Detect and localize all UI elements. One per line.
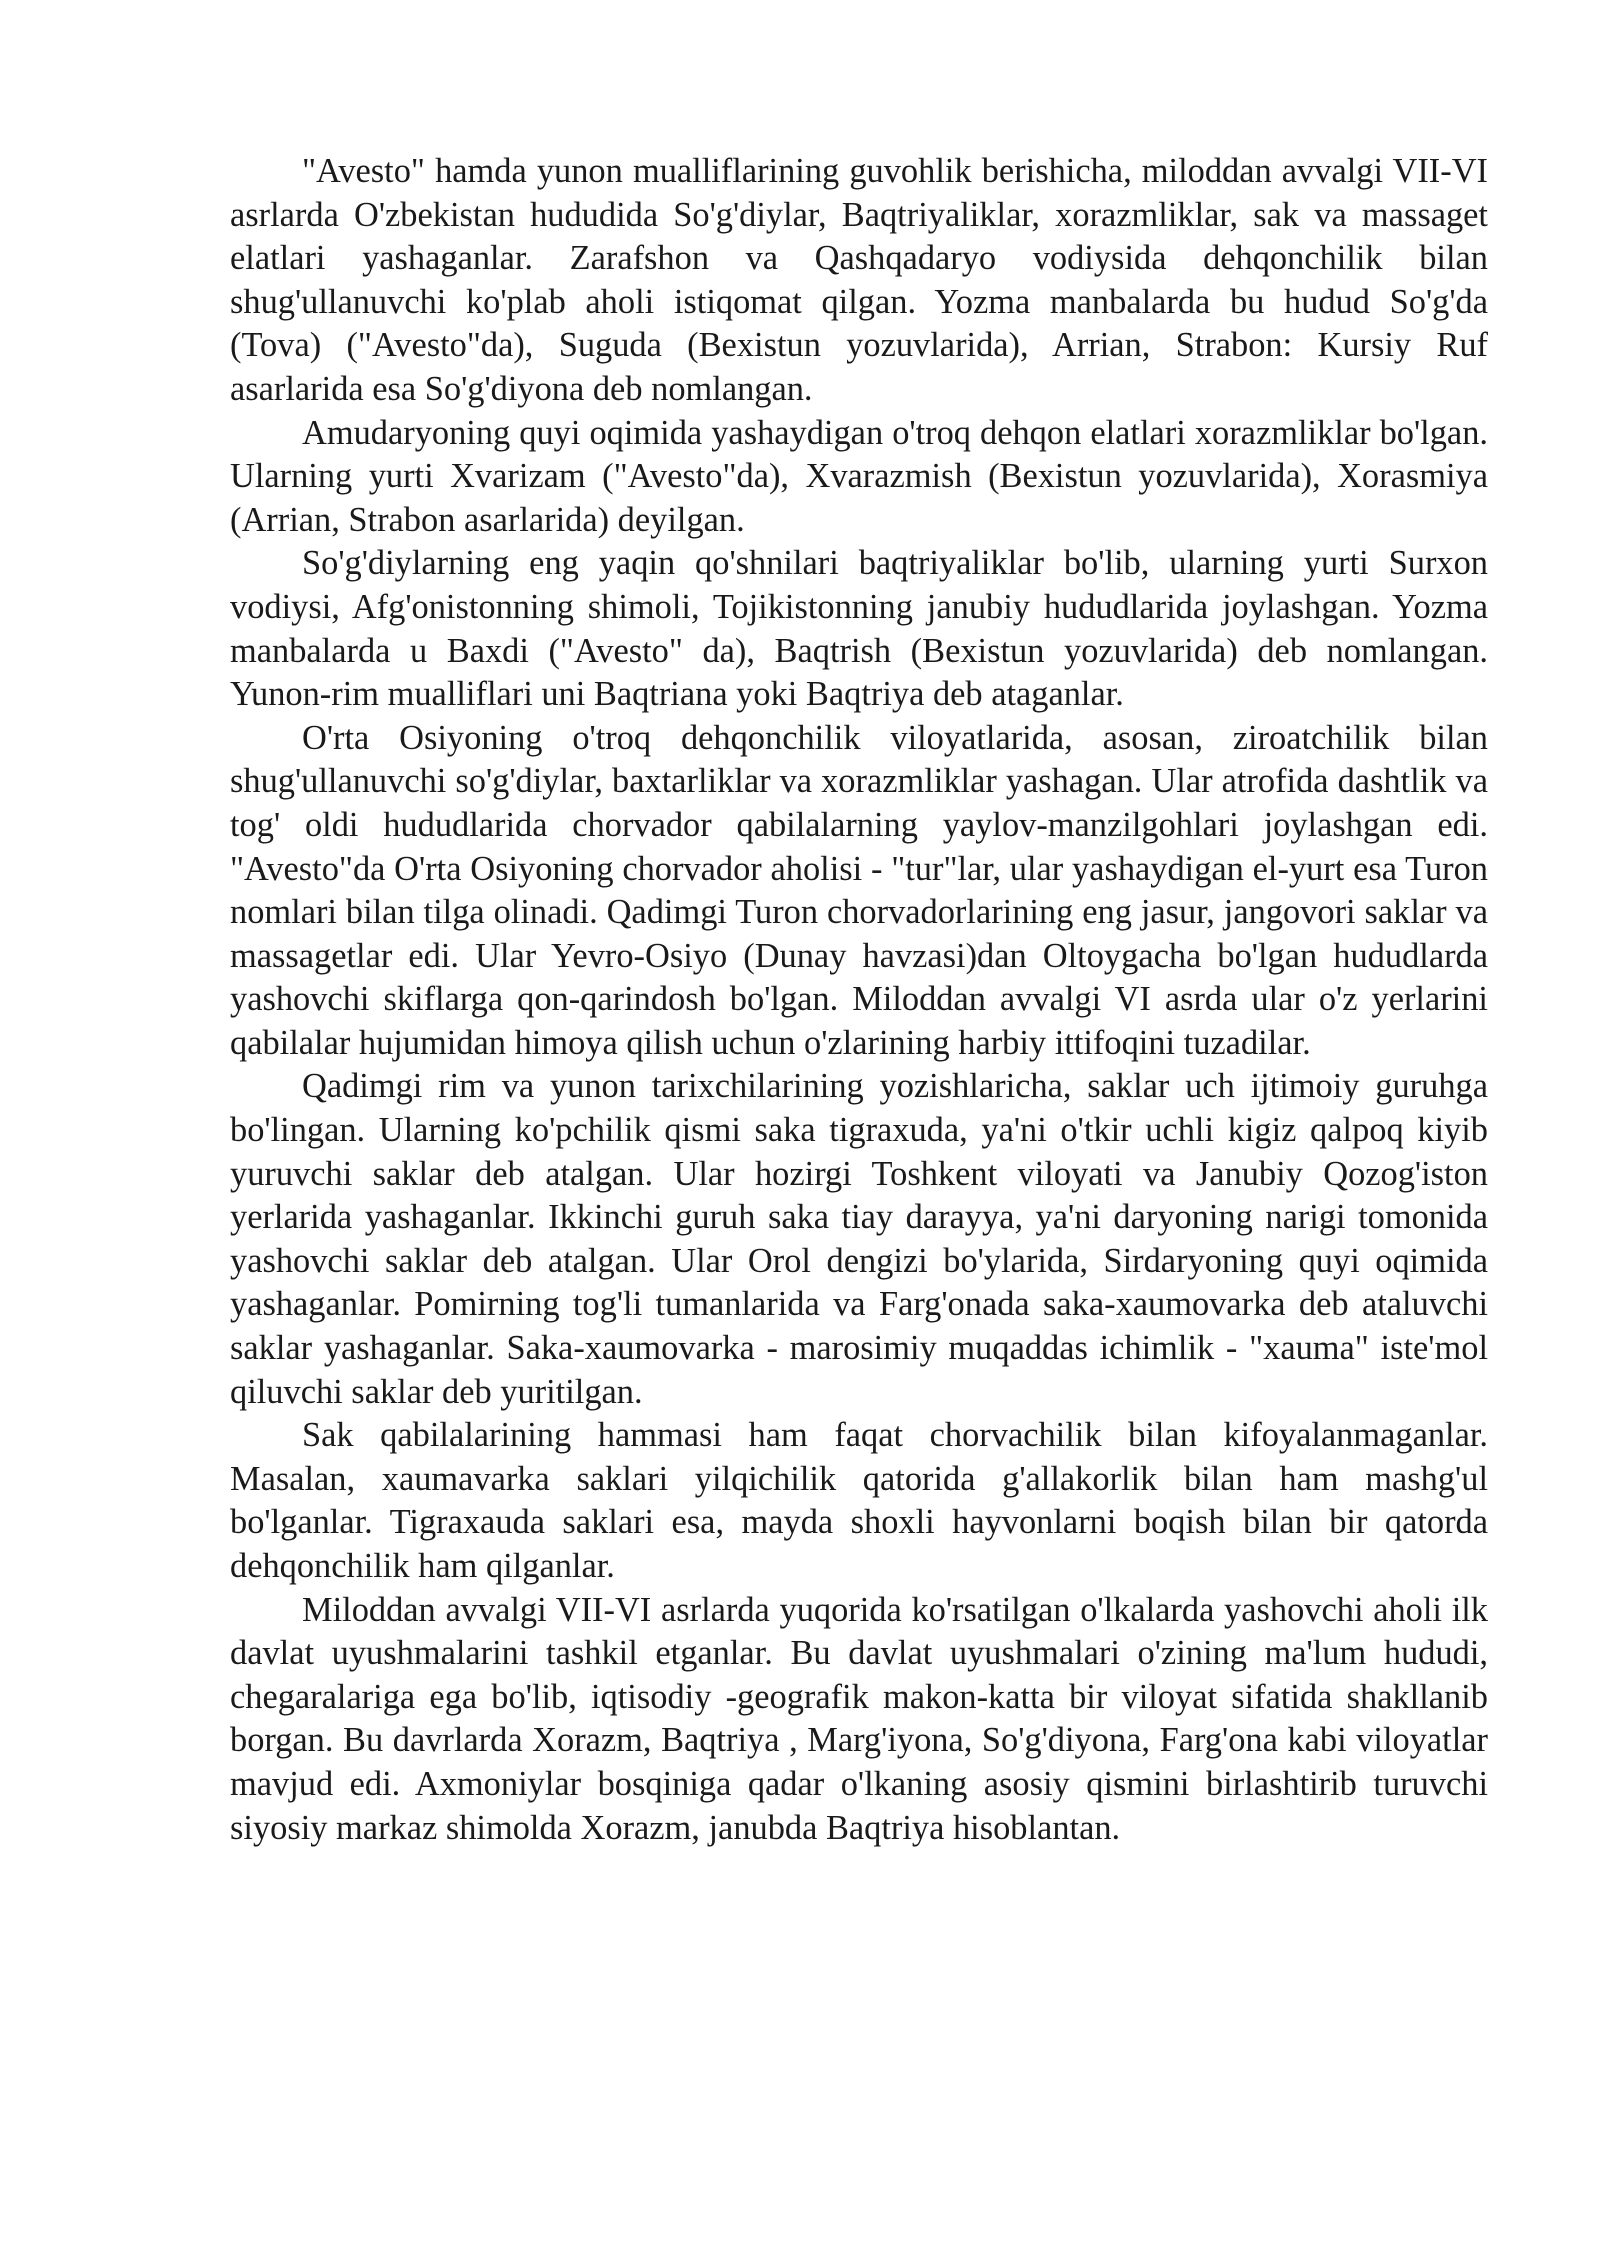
document-page [230, 150, 1488, 1850]
paragraph-khorezm: Amudaryoning quyi oqimida yashaydigan o'troq dehqon elatlari xorazmliklar bo'lgan. Ularning yurti Xvarizam ("Avesto"da), Xvarazmish (Bexistun yozuvlarida), Xorasmiya (Arrian, Strabon asarlarida) deyilgan. [230, 413, 1488, 539]
paragraph-saka-groups: Qadimgi rim va yunon tarixchilarining yozishlaricha, saklar uch ijtimoiy guruhga bo'lingan. Ularning ko'pchilik qismi saka tigraxuda, ya'ni o'tkir uchli kigiz qalpoq kiyib yuruvchi saklar deb atalgan. Ular hozirgi Toshkent viloyati va Janubiy Qozog'iston yerlarida yashaganlar. Ikkinchi guruh saka tiay darayya, ya'ni daryoning narigi tomonida yashovchi saklar deb atalgan. Ular Orol dengizi bo'ylarida, Sirdaryoning quyi oqimida yashaganlar. Pomirning tog'li tumanlarida va Farg'onada saka-xaumovarka deb ataluvchi saklar yashaganlar. Saka-xaumovarka - marosimiy muqaddas ichimlik - "xauma" iste'mol qiluvchi saklar deb yuritilgan. [230, 1067, 1488, 1411]
paragraph-bactria: So'g'diylarning eng yaqin qo'shnilari baqtriyaliklar bo'lib, ularning yurti Surxon vodiysi, Afg'onistonning shimoli, Tojikistonning janubiy hududlarida joylashgan. Yozma manbalarda u Baxdi ("Avesto" da), Baqtrish (Bexistun yozuvlarida) deb nomlangan. Yunon-rim mualliflari uni Baqtriana yoki Baqtriya deb ataganlar. [230, 544, 1488, 714]
paragraph-early-states: Miloddan avvalgi VII-VI asrlarda yuqorida ko'rsatilgan o'lkalarda yashovchi aholi ilk davlat uyushmalarini tashkil etganlar. Bu davlat uyushmalari o'zining ma'lum hududi, chegaralariga ega bo'lib, iqtisodiy -geografik makon-katta bir viloyat sifatida shakllanib borgan. Bu davrlarda Xorazm, Baqtriya , Marg'iyona, So'g'diyona, Farg'ona kabi viloyatlar mavjud edi. Axmoniylar bosqiniga qadar o'lkaning asosiy qismini birlashtirib turuvchi siyosiy markaz shimolda Xorazm, janubda Baqtriya hisoblantan. [230, 1590, 1488, 1847]
paragraph-turan-nomads: O'rta Osiyoning o'troq dehqonchilik viloyatlarida, asosan, ziroatchilik bilan shug'ullanuvchi so'g'diylar, baxtarliklar va xorazmliklar yashagan. Ular atrofida dashtlik va tog' oldi hududlarida chorvador qabilalarning yaylov-manzilgohlari joylashgan edi. "Avesto"da O'rta Osiyoning chorvador aholisi - "tur"lar, ular yashaydigan el-yurt esa Turon nomlari bilan tilga olinadi. Qadimgi Turon chorvadorlarining eng jasur, jangovori saklar va massagetlar edi. Ular Yevro-Osiyo (Dunay havzasi)dan Oltoygacha bo'lgan hududlarda yashovchi skiflarga qon-qarindosh bo'lgan. Miloddan avvalgi VI asrda ular o'z yerlarini qabilalar hujumidan himoya qilish uchun o'zlarining harbiy ittifoqini tuzadilar. [230, 718, 1488, 1062]
paragraph-saka-economy: Sak qabilalarining hammasi ham faqat chorvachilik bilan kifoyalanmaganlar. Masalan, xaumavarka saklari yilqichilik qatorida g'allakorlik bilan ham mashg'ul bo'lganlar. Tigraxauda saklari esa, mayda shoxli hayvonlarni boqish bilan bir qatorda dehqonchilik ham qilganlar. [230, 1416, 1488, 1585]
paragraph-avesto-sogdiana: "Avesto" hamda yunon mualliflarining guvohlik berishicha, miloddan avvalgi VII-VI asrlarda O'zbekistan hududida So'g'diylar, Baqtriyaliklar, xorazmliklar, sak va massaget elatlari yashaganlar. Zarafshon va Qashqadaryo vodiysida dehqonchilik bilan shug'ullanuvchi ko'plab aholi istiqomat qilgan. Yozma manbalarda bu hudud So'g'da (Tova) ("Avesto"da), Suguda (Bexistun yozuvlarida), Arrian, Strabon: Kursiy Ruf asarlarida esa So'g'diyona deb nomlangan. [230, 152, 1488, 408]
